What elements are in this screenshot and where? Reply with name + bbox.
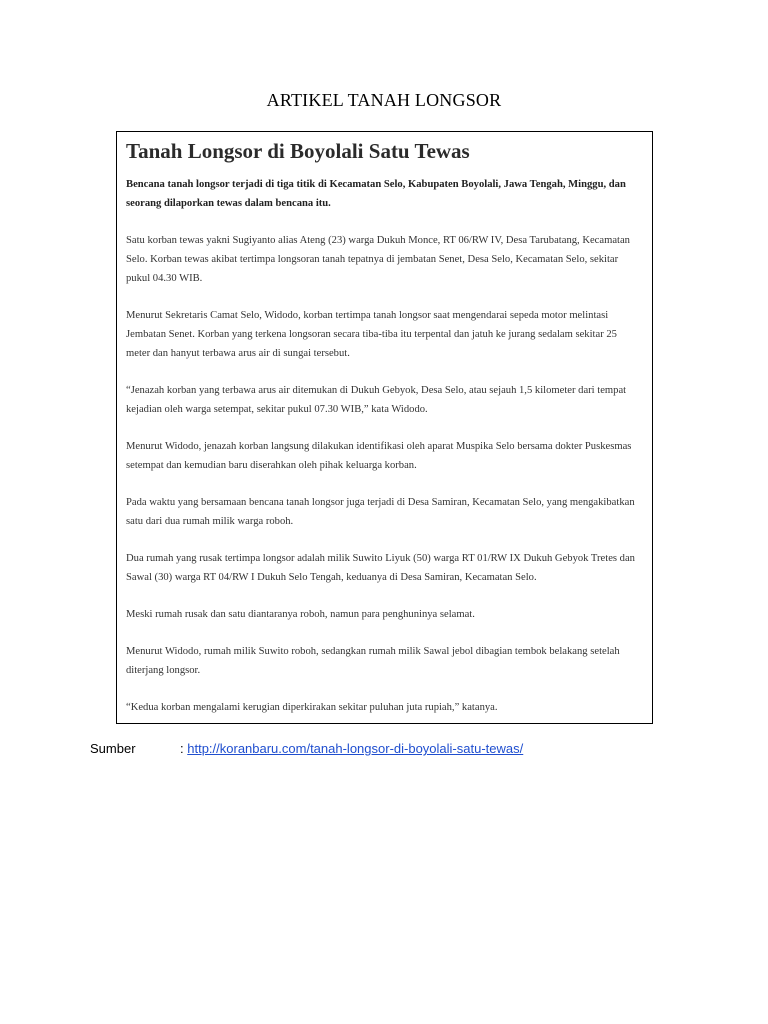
source-line — [90, 741, 523, 756]
article-paragraph-2: Menurut Sekretaris Camat Selo, Widodo, korban tertimpa tanah longsor saat mengendarai sepeda motor melintasi Jembatan Senet. Korban yang terkena longsoran secara tiba-tiba itu terpental dan jatuh ke jurang sedalam sekitar 25 meter dan hanyut terbawa arus air di sungai tersebut. — [126, 310, 617, 359]
article-headline: Tanah Longsor di Boyolali Satu Tewas — [126, 139, 470, 163]
article-box — [116, 131, 653, 724]
article-paragraph-8: Menurut Widodo, rumah milik Suwito roboh, sedangkan rumah milik Sawal jebol dibagian tembok belakang setelah diterjang longsor. — [126, 646, 620, 676]
source-link[interactable]: http://koranbaru.com/tanah-longsor-di-boyolali-satu-tewas/ — [187, 741, 524, 756]
article-paragraph-6: Dua rumah yang rusak tertimpa longsor adalah milik Suwito Liyuk (50) warga RT 01/RW IX Dukuh Gebyok Tretes dan Sawal (30) warga RT 04/RW I Dukuh Selo Tengah, keduanya di Desa Samiran, Kecamatan Selo. — [126, 553, 635, 583]
source-separator: : — [180, 741, 188, 756]
article-paragraph-3: “Jenazah korban yang terbawa arus air ditemukan di Dukuh Gebyok, Desa Selo, atau sejauh 1,5 kilometer dari tempat kejadian oleh warga setempat, sekitar pukul 07.30 WIB,” kata Widodo. — [126, 385, 627, 415]
article-lead: Bencana tanah longsor terjadi di tiga titik di Kecamatan Selo, Kabupaten Boyolali, Jawa Tengah, Minggu, dan seorang dilaporkan tewas dalam bencana itu. — [126, 179, 626, 209]
article-paragraph-9: “Kedua korban mengalami kerugian diperkirakan sekitar puluhan juta rupiah,” katanya. — [126, 702, 498, 713]
source-label: Sumber — [90, 741, 136, 756]
article-paragraph-4: Menurut Widodo, jenazah korban langsung dilakukan identifikasi oleh aparat Muspika Selo bersama dokter Puskesmas setempat dan kemudian baru diserahkan oleh pihak keluarga korban. — [126, 441, 632, 471]
article-paragraph-1: Satu korban tewas yakni Sugiyanto alias Ateng (23) warga Dukuh Monce, RT 06/RW IV, Desa Tarubatang, Kecamatan Selo. Korban tewas akibat tertimpa longsoran tanah tepatnya di jembatan Senet, Desa Selo, Kecamatan Selo, sekitar pukul 04.30 WIB. — [126, 235, 630, 284]
article-paragraph-5: Pada waktu yang bersamaan bencana tanah longsor juga terjadi di Desa Samiran, Kecamatan Selo, yang mengakibatkan satu dari dua rumah milik warga roboh. — [126, 497, 635, 527]
article-paragraph-7: Meski rumah rusak dan satu diantaranya roboh, namun para penghuninya selamat. — [126, 609, 475, 620]
page-title: ARTIKEL TANAH LONGSOR — [266, 90, 502, 110]
